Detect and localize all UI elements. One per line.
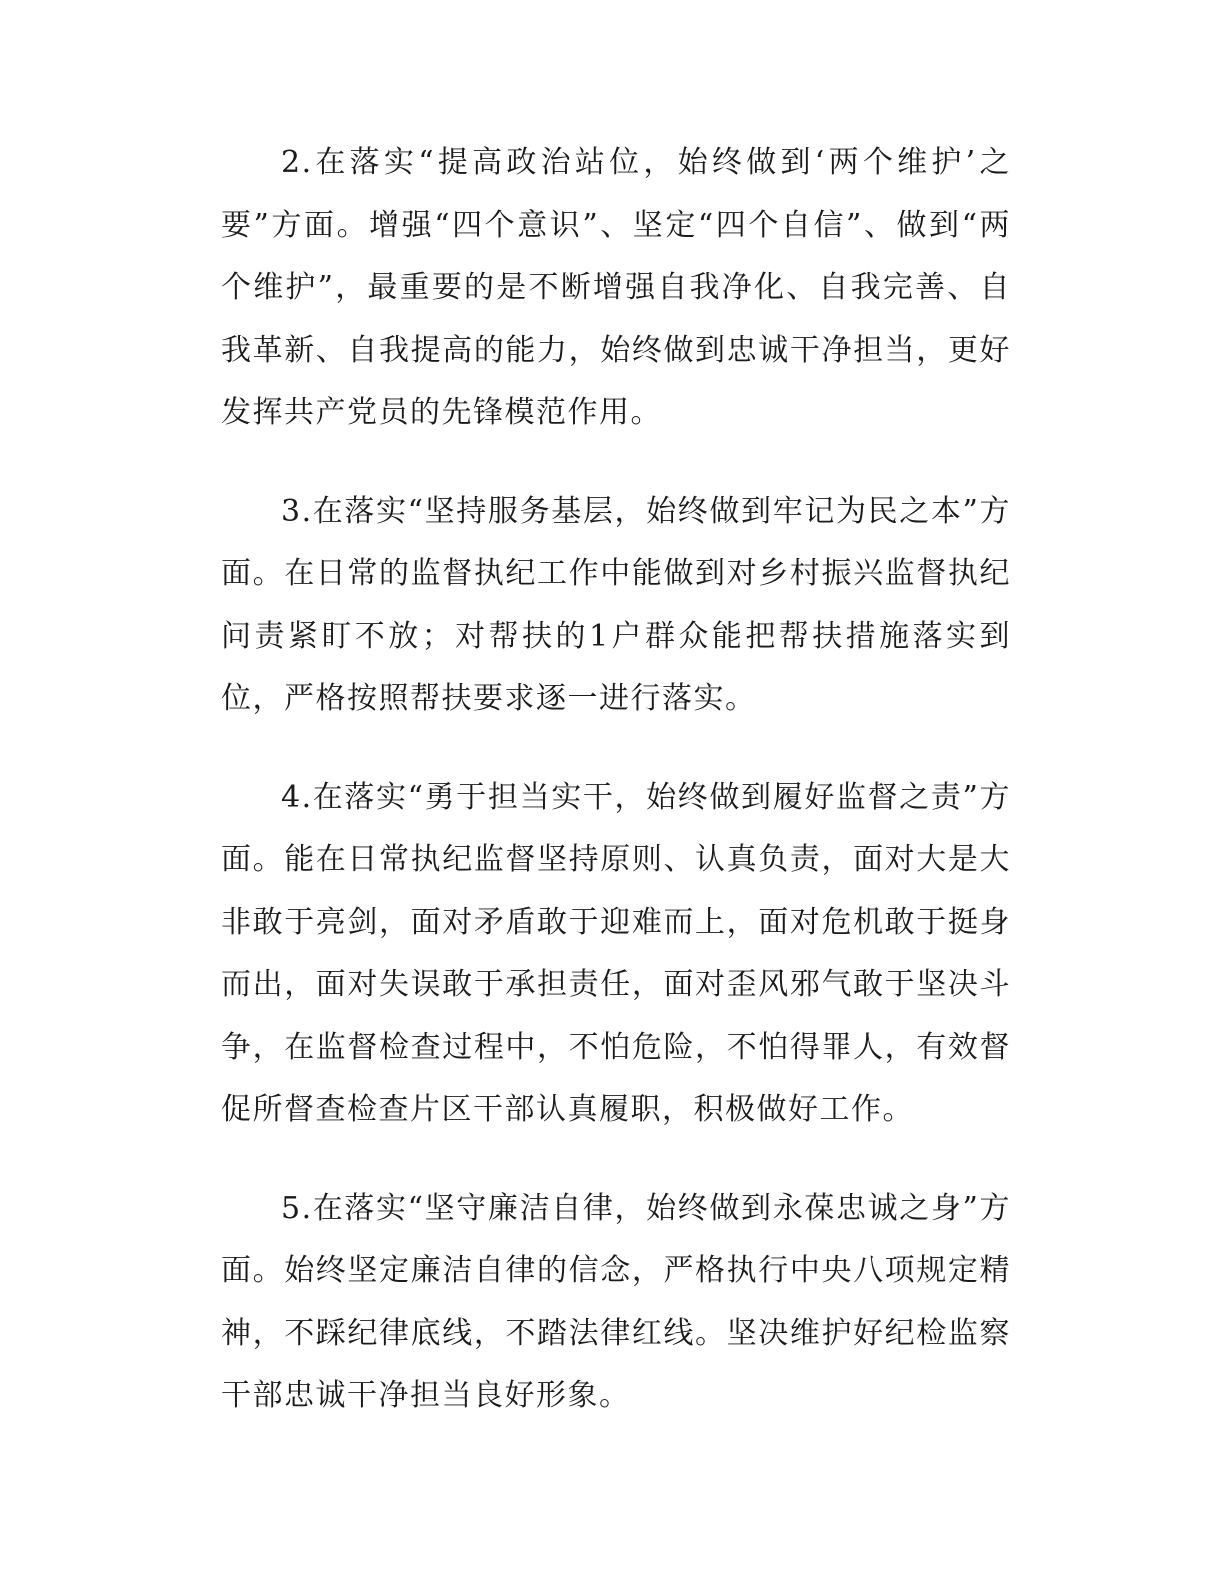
paragraph-2: 2.在落实“提高政治站位，始终做到‘两个维护’之要”方面。增强“四个意识”、坚定“四个自信”、做到“两个维护”，最重要的是不断增强自我净化、自我完善、自我革新、自我提高的能力，始终做到忠诚干净担当，更好发挥共产党员的先锋模范作用。 [221,145,1011,430]
paragraph-4: 4.在落实“勇于担当实干，始终做到履好监督之责”方面。能在日常执纪监督坚持原则、认真负责，面对大是大非敢于亮剑，面对矛盾敢于迎难而上，面对危机敢于挺身而出，面对失误敢于承担责任，面对歪风邪气敢于坚决斗争，在监督检查过程中，不怕危险，不怕得罪人，有效督促所督查检查片区干部认真履职，积极做好工作。 [221,779,1011,1127]
paragraph-5: 5.在落实“坚守廉洁自律，始终做到永葆忠诚之身”方面。始终坚定廉洁自律的信念，严格执行中央八项规定精神，不踩纪律底线，不踏法律红线。坚决维护好纪检监察干部忠诚干净担当良好形象。 [221,1190,1011,1413]
document-body [221,132,1011,1464]
paragraph-3: 3.在落实“坚持服务基层，始终做到牢记为民之本”方面。在日常的监督执纪工作中能做到对乡村振兴监督执纪问责紧盯不放；对帮扶的1户群众能把帮扶措施落实到位，严格按照帮扶要求逐一进行落实。 [221,493,1011,716]
